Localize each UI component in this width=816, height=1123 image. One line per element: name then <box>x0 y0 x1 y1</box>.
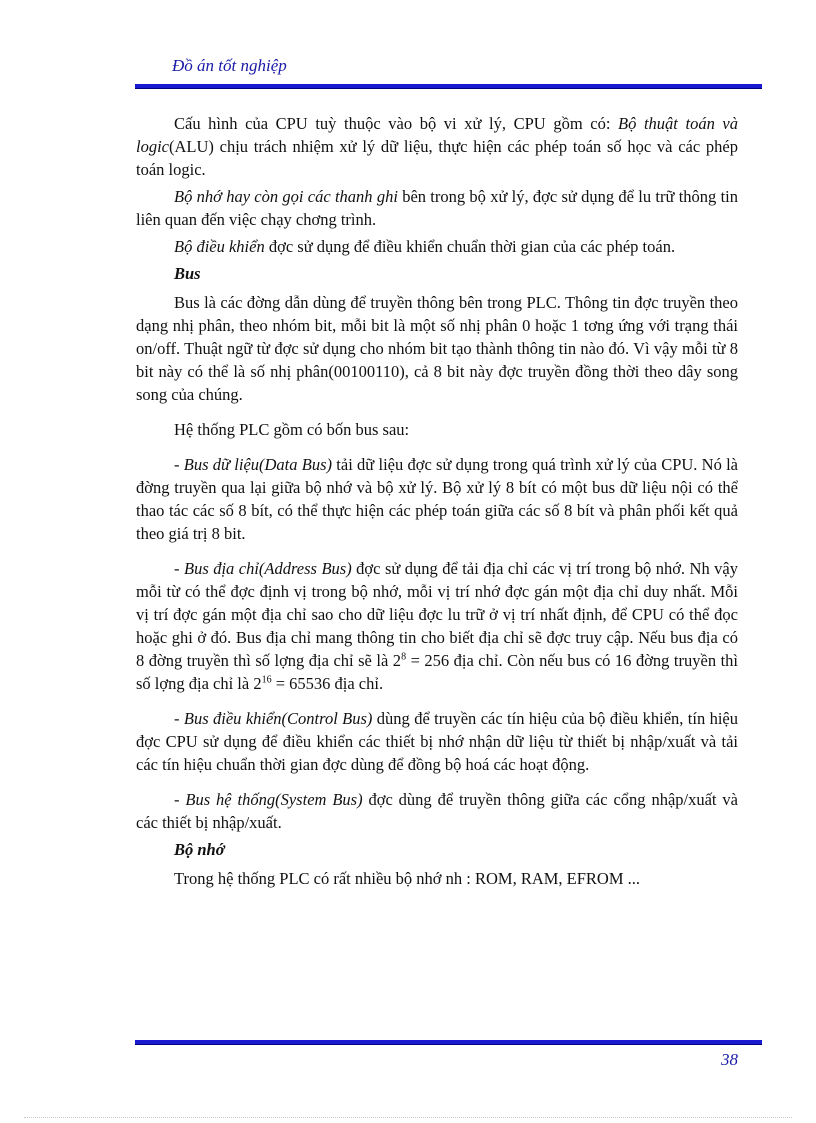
header-rule <box>135 84 762 89</box>
paragraph-control-unit: Bộ điều khiển đợc sử dụng để điều khiển chuẩn thời gian của các phép toán. <box>174 237 676 256</box>
paragraph-data-bus: - Bus dữ liệu(Data Bus) tải dữ liệu đợc sử dụng trong quá trình xử lý của CPU. Nó là đờng truyền qua lại giữa bộ nhớ và bộ xử lý. Bộ xử lý 8 bít có một bus dữ liệu nội có thể thao tác các số 8 bít, có thể thực hiện các phép toán giữa các số 8 bít và phân phối kết quả theo giá trị 8 bit. <box>136 455 739 543</box>
header-title: Đồ án tốt nghiệp <box>172 56 287 75</box>
term-address-bus: Bus địa chỉ(Address Bus) <box>183 559 352 578</box>
footer-rule <box>135 1040 762 1045</box>
paragraph-cpu-config: Cấu hình của CPU tuỳ thuộc vào bộ vi xử lý, CPU gồm có: Bộ thuật toán và logic(ALU) chịu trách nhiệm xử lý dữ liệu, thực hiện các phép toán số học và các phép toán logic. <box>136 114 739 179</box>
heading-memory: Bộ nhớ <box>174 840 225 859</box>
term-system-bus: Bus hệ thống(System Bus) <box>185 790 363 809</box>
paragraph-memory: Trong hệ thống PLC có rất nhiều bộ nhớ nh : ROM, RAM, EFROM ... <box>174 869 641 888</box>
term-alu: Bộ thuật toán và logic <box>136 114 739 156</box>
bullet-dash: - <box>174 455 184 474</box>
heading-bus: Bus <box>174 264 201 283</box>
bullet-dash: - <box>174 709 184 728</box>
paragraph-bus-intro: Bus là các đờng dẫn dùng để truyền thông bên trong PLC. Thông tin đợc truyền theo dạng nhị phân, theo nhóm bit, mỗi bit là một số nhị phân 0 hoặc 1 tơng ứng với trạng thái on/off. Thuật ngữ từ đợc sử dụng cho nhóm bit tạo thành thông tin nào đó. Vì vậy mỗi từ 8 bit này có thể là số nhị phân(00100110), cả 8 bit này đợc truyền đồng thời theo dây song song của chúng. <box>136 293 738 404</box>
term-control-unit: Bộ điều khiển <box>174 237 265 256</box>
exponent-8: 8 <box>401 651 407 663</box>
bullet-dash: - <box>174 790 186 809</box>
paragraph-registers: Bộ nhớ hay còn gọi các thanh ghi bên trong bộ xử lý, đợc sử dụng để lu trữ thông tin liên quan đến việc chạy chơng trình. <box>136 187 738 229</box>
paragraph-control-bus: - Bus điều khiển(Control Bus) dùng để truyền các tín hiệu của bộ điều khiển, tín hiệu đợc CPU sử dụng để điều khiển các thiết bị nhớ nhận dữ liệu từ thiết bị nhập/xuất và tải các tín hiệu chuẩn thời gian đợc dùng để đồng bộ hoá các hoạt động. <box>136 709 738 774</box>
page-number: 38 <box>721 1050 738 1069</box>
document-body <box>136 112 738 894</box>
paragraph-four-buses: Hệ thống PLC gồm có bốn bus sau: <box>174 420 410 439</box>
term-data-bus: Bus dữ liệu(Data Bus) <box>183 455 333 474</box>
term-registers: Bộ nhớ hay còn gọi các thanh ghi <box>174 187 398 206</box>
paragraph-address-bus: - Bus địa chỉ(Address Bus) đợc sử dụng để tải địa chỉ các vị trí trong bộ nhớ. Nh vậy mỗi từ có thể đợc định vị trong bộ nhớ, mỗi vị trí nhớ đợc gán một địa chỉ duy nhất. Mỗi vị trí đợc gán một địa chỉ sao cho dữ liệu đợc lu trữ ở vị trí nhất định, để CPU có thể đọc hoặc ghi ở đó. Bus địa chỉ mang thông tin cho biết địa chỉ sẽ đợc truy cập. Nếu bus địa có 8 đờng truyền thì số lợng địa chỉ sẽ là $2^8 = 256$ địa chỉ. Còn nếu bus có 16 đờng truyền thì số lợng địa chỉ là $2^{16} = 65536$ địa chỉ. <box>136 559 739 693</box>
exponent-16: 16 <box>261 674 272 686</box>
paragraph-system-bus: - Bus hệ thống(System Bus) đợc dùng để truyền thông giữa các cổng nhập/xuất và các thiết bị nhập/xuất. <box>136 790 738 832</box>
page-edge-dotted-line <box>24 1117 792 1118</box>
term-control-bus: Bus điều khiển(Control Bus) <box>183 709 373 728</box>
bullet-dash: - <box>174 559 184 578</box>
